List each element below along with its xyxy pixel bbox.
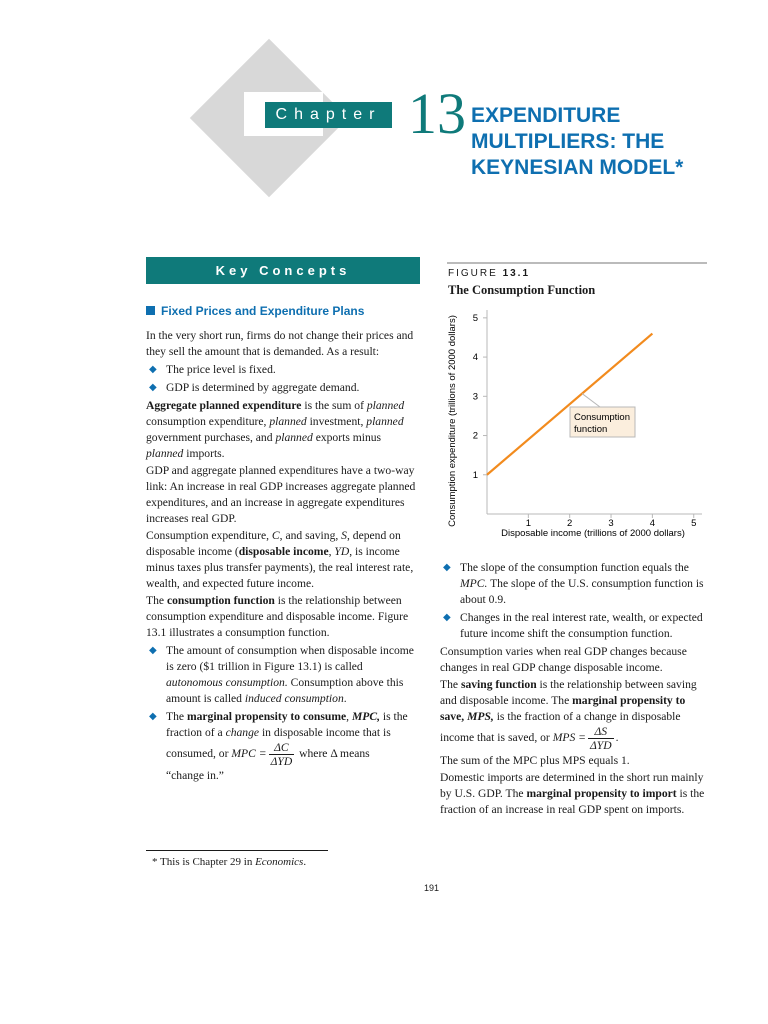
- list-item: ◆ The price level is fixed.: [149, 363, 276, 376]
- imports-paragraph: Domestic imports are determined in the short run mainly by U.S. GDP. The marginal propensity to import is the fraction of an increase in real GDP spent on imports.: [440, 771, 705, 816]
- annotation-text: function: [574, 424, 608, 435]
- mpc-mps-sum: The sum of the MPC plus MPS equals 1.: [440, 754, 630, 767]
- y-tick-label: 4: [472, 352, 478, 364]
- mps-fraction: $\frac{\Delta S}{\text{ΔYD}}$: [589, 725, 612, 752]
- chapter-title: [471, 103, 761, 181]
- diamond-bullet-icon: ◆: [149, 364, 157, 375]
- diamond-bullet-icon: ◆: [149, 645, 157, 656]
- list-item: ◆ The slope of the consumption function equals the MPC. The slope of the U.S. consumption function is about 0.9.: [443, 561, 704, 606]
- y-tick-label: 5: [472, 312, 478, 324]
- key-concepts-header: Key Concepts: [146, 257, 420, 284]
- section-heading: Fixed Prices and Expenditure Plans: [146, 304, 426, 318]
- consumption-paragraph: Consumption expenditure, C, and saving, S, depend on disposable income (disposable income, YD, is income minus taxes plus transfer payments), the real interest rate, wealth, and expected future income.: [146, 529, 414, 590]
- gdp-link-paragraph: GDP and aggregate planned expenditures have a two-way link: An increase in real GDP increases aggregate planned expenditures, and an increase in aggregate expenditures increases real GDP.: [146, 464, 416, 525]
- figure-label: FIGURE 13.1: [448, 268, 531, 279]
- footnote: * This is Chapter 29 in Economics.: [152, 856, 307, 868]
- footnote-rule: [146, 850, 328, 851]
- chapter-title-line: KEYNESIAN MODEL*: [471, 156, 684, 179]
- y-axis-label: Consumption expenditure (trillions of 2000 dollars): [447, 315, 458, 527]
- list-item: ◆ GDP is determined by aggregate demand.: [149, 381, 360, 394]
- x-tick-label: 5: [691, 518, 697, 529]
- consumption-varies-paragraph: Consumption varies when real GDP changes because changes in real GDP change disposable income.: [440, 645, 687, 674]
- consumption-function-chart: [440, 300, 710, 545]
- saving-function-paragraph: The saving function is the relationship between saving and disposable income. The marginal propensity to save, MPS, is the fraction of a change in disposable income that is saved, or MPS = $\frac{\Delta S}{\text{ΔYD}}$ .: [440, 678, 697, 752]
- chapter-title-line: EXPENDITURE: [471, 104, 621, 127]
- x-tick-label: 2: [567, 518, 573, 529]
- list-item: ◆ The marginal propensity to consume, MPC, is the fraction of a change in disposable income that is consumed, or MPC = $\frac{\Delta C}{\text{ΔYD}}$ where Δ means “change in.”: [149, 710, 408, 782]
- ape-definition: Aggregate planned expenditure is the sum of planned consumption expenditure, planned investment, planned government purchases, and planned exports minus planned imports.: [146, 399, 405, 460]
- page-number: 191: [424, 883, 440, 893]
- y-tick-label: 1: [472, 469, 478, 481]
- list-item: ◆ The amount of consumption when disposable income is zero ($1 trillion in Figure 13.1) is called autonomous consumption. Consumption above this amount is called induced consumption.: [149, 644, 414, 705]
- right-column: [440, 558, 708, 819]
- mpc-fraction: $\frac{\Delta C}{\text{ΔYD}}$: [270, 741, 293, 768]
- figure-title: The Consumption Function: [448, 283, 596, 297]
- annotation-leader-line: [582, 394, 600, 407]
- y-tick-label: 2: [472, 430, 478, 442]
- chapter-label: Chapter: [265, 102, 392, 128]
- chapter-title-line: MULTIPLIERS: THE: [471, 130, 665, 153]
- diamond-bullet-icon: ◆: [443, 562, 451, 573]
- x-axis-label: Disposable income (trillions of 2000 dollars): [501, 528, 685, 539]
- consumption-function-line: [487, 334, 652, 475]
- intro-paragraph: In the very short run, firms do not change their prices and they sell the amount that is demanded. As a result:: [146, 329, 414, 358]
- diamond-bullet-icon: ◆: [149, 382, 157, 393]
- x-tick-label: 1: [525, 518, 531, 529]
- list-item: ◆ Changes in the real interest rate, wealth, or expected future income shift the consumption function.: [443, 611, 703, 640]
- diamond-bullet-icon: ◆: [443, 612, 451, 623]
- chapter-number: 13: [408, 81, 466, 146]
- left-column: [146, 328, 420, 786]
- diamond-bullet-icon: ◆: [149, 711, 157, 722]
- figure-top-rule: [447, 262, 707, 264]
- square-bullet-icon: [146, 306, 155, 315]
- annotation-text: Consumption: [574, 412, 630, 423]
- y-tick-label: 3: [472, 391, 478, 403]
- consumption-function-paragraph: The consumption function is the relationship between consumption expenditure and disposable income. Figure 13.1 illustrates a consumption function.: [146, 594, 409, 639]
- x-tick-label: 4: [649, 518, 656, 529]
- x-tick-label: 3: [608, 518, 614, 529]
